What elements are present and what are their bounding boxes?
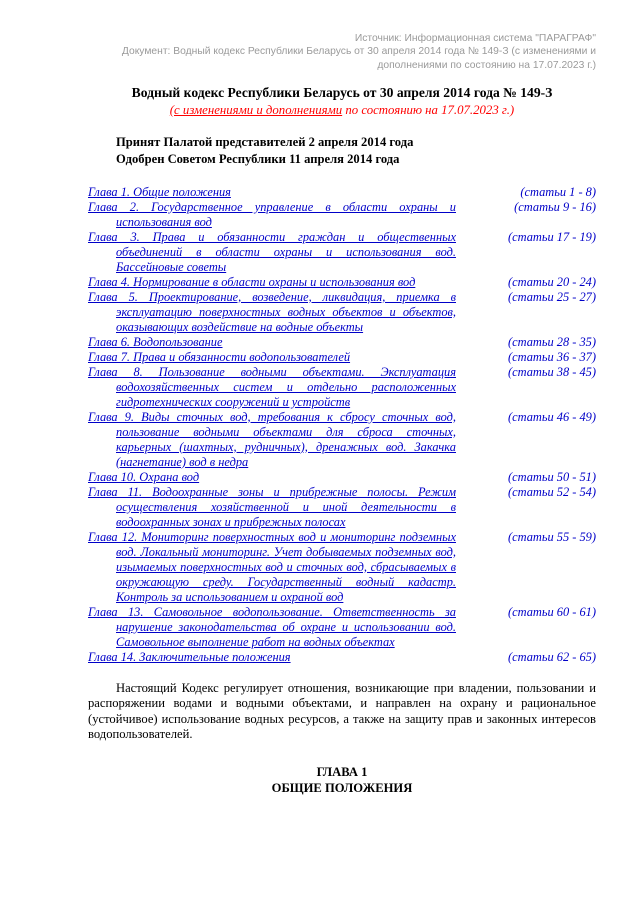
- toc-chapter-link[interactable]: Глава 8. Пользование водными объектами. Эксплуатация водохозяйственных систем и отдельно расположенных гидротехнических сооружений и устройств: [88, 364, 456, 409]
- amendments-line: [88, 103, 596, 118]
- adoption-line-1: Принят Палатой представителей 2 апреля 2014 года: [116, 135, 414, 150]
- toc-articles-range: (статьи 60 - 61): [507, 604, 596, 619]
- toc-row: [88, 200, 596, 230]
- toc-articles-range: (статьи 50 - 51): [507, 469, 596, 484]
- toc-articles-range: (статьи 25 - 27): [507, 289, 596, 304]
- toc-articles-range: (статьи 17 - 19): [507, 229, 596, 244]
- toc-chapter-link[interactable]: Глава 10. Охрана вод: [88, 469, 200, 484]
- source-system-line: Источник: Информационная система "ПАРАГРАФ": [354, 33, 596, 44]
- toc-chapter-link[interactable]: Глава 9. Виды сточных вод, требования к сбросу сточных вод, пользование водными объектами для сброса сточных, карьерных (шахтных, рудничных), дренажных вод. Закачка (нагнетание) вод в недра: [88, 409, 456, 469]
- amendments-date-text: по состоянию на 17.07.2023 г.): [342, 103, 515, 118]
- toc-row: [88, 410, 596, 470]
- toc-row: [88, 530, 596, 605]
- toc-chapter-link[interactable]: Глава 14. Заключительные положения: [88, 649, 291, 664]
- chapter-1-heading: [88, 765, 596, 796]
- toc-articles-range: (статьи 55 - 59): [507, 529, 596, 544]
- toc-row: [88, 470, 596, 485]
- toc-chapter-link[interactable]: Глава 3. Права и обязанности граждан и общественных объединений в области охраны и использования вод. Бассейновые советы: [88, 229, 456, 274]
- table-of-contents: [88, 185, 596, 665]
- toc-row: [88, 290, 596, 335]
- toc-articles-range: (статьи 38 - 45): [507, 364, 596, 379]
- toc-chapter-link[interactable]: Глава 5. Проектирование, возведение, ликвидация, приемка в эксплуатацию поверхностных водных объектов и объектов, оказывающих воздействие на водные объекты: [88, 289, 456, 334]
- toc-chapter-link[interactable]: Глава 2. Государственное управление в области охраны и использования вод: [88, 199, 456, 229]
- toc-row: [88, 650, 596, 665]
- source-header: [88, 32, 596, 72]
- toc-chapter-link[interactable]: Глава 12. Мониторинг поверхностных вод и мониторинг подземных вод. Локальный мониторинг. Учет добываемых подземных вод, изымаемых поверхностных вод и сточных вод, сбрасываемых в окружающую среду. Государственный водный кадастр. Контроль за использованием и охраной вод: [88, 529, 456, 604]
- chapter-1-title: ОБЩИЕ ПОЛОЖЕНИЯ: [271, 780, 413, 795]
- toc-articles-range: (статьи 46 - 49): [507, 409, 596, 424]
- toc-row: [88, 485, 596, 530]
- intro-paragraph: Настоящий Кодекс регулирует отношения, возникающие при владении, пользовании и распоряжении водами и водными объектами, и направлен на охрану и рациональное (устойчивое) использование водных ресурсов, а также на защиту прав и законных интересов водопользователей.: [88, 680, 596, 742]
- toc-row: [88, 185, 596, 200]
- toc-articles-range: (статьи 1 - 8): [520, 184, 596, 199]
- amendments-link[interactable]: (с изменениями и дополнениями: [169, 103, 343, 118]
- toc-row: [88, 275, 596, 290]
- chapter-1-number: ГЛАВА 1: [316, 765, 368, 780]
- toc-chapter-link[interactable]: Глава 6. Водопользование: [88, 334, 223, 349]
- toc-chapter-link[interactable]: Глава 7. Права и обязанности водопользователей: [88, 349, 351, 364]
- toc-articles-range: (статьи 9 - 16): [514, 199, 596, 214]
- toc-articles-range: (статьи 52 - 54): [507, 484, 596, 499]
- toc-row: [88, 605, 596, 650]
- adoption-block: [88, 134, 596, 166]
- toc-row: [88, 365, 596, 410]
- toc-articles-range: (статьи 28 - 35): [507, 334, 596, 349]
- toc-chapter-link[interactable]: Глава 11. Водоохранные зоны и прибрежные полосы. Режим осуществления хозяйственной и иной деятельности в водоохранных зонах и прибрежных полосах: [88, 484, 456, 529]
- source-document-line: Документ: Водный кодекс Республики Беларусь от 30 апреля 2014 года № 149-З (с изменениями и дополнениями по состоянию на 17.07.2023 г.): [121, 46, 596, 71]
- adoption-line-2: Одобрен Советом Республики 11 апреля 2014 года: [116, 151, 400, 166]
- toc-articles-range: (статьи 36 - 37): [507, 349, 596, 364]
- toc-row: [88, 230, 596, 275]
- page-title: Водный кодекс Республики Беларусь от 30 апреля 2014 года № 149-З: [131, 85, 553, 101]
- toc-row: [88, 335, 596, 350]
- toc-chapter-link[interactable]: Глава 4. Нормирование в области охраны и использования вод: [88, 274, 416, 289]
- toc-chapter-link[interactable]: Глава 13. Самовольное водопользование. Ответственность за нарушение законодательства об охране и использовании вод. Самовольное выполнение работ на водных объектах: [88, 604, 456, 649]
- toc-chapter-link[interactable]: Глава 1. Общие положения: [88, 184, 231, 199]
- toc-articles-range: (статьи 20 - 24): [507, 274, 596, 289]
- toc-articles-range: (статьи 62 - 65): [507, 649, 596, 664]
- toc-row: [88, 350, 596, 365]
